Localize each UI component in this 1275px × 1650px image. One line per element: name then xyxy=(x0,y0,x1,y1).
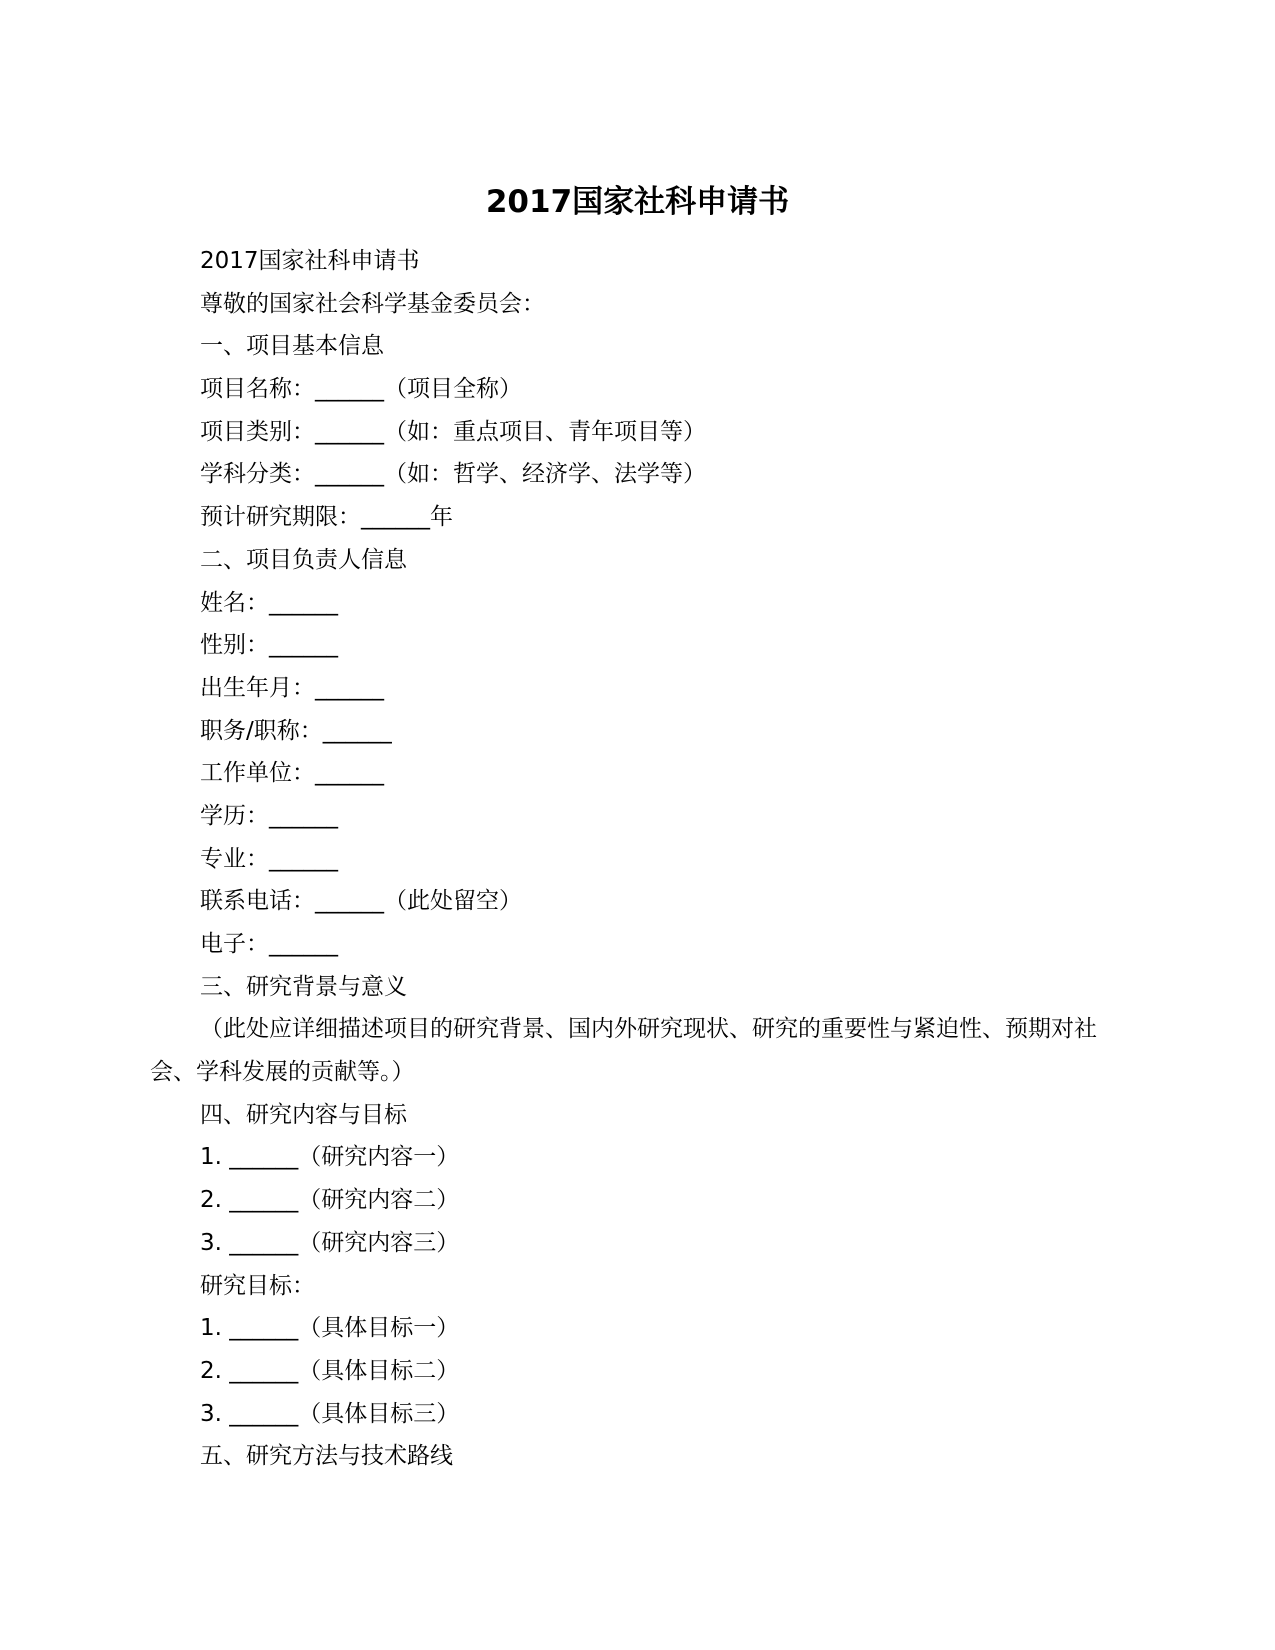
background-paragraph: （此处应详细描述项目的研究背景、国内外研究现状、研究的重要性与紧迫性、预期对社会、学科发展的贡献等。） xyxy=(150,1016,1097,1086)
field-phone: 联系电话：______（此处留空） xyxy=(200,888,522,915)
section-heading-leader-info: 二、项目负责人信息 xyxy=(200,546,407,573)
document-body xyxy=(150,240,1130,1478)
research-goal-item: 1. ______（具体目标一） xyxy=(200,1315,460,1342)
field-work-unit: 工作单位：______ xyxy=(200,760,384,787)
research-goals-label: 研究目标： xyxy=(200,1272,315,1299)
research-content-item: 2. ______（研究内容二） xyxy=(200,1187,460,1214)
section-heading-basic-info: 一、项目基本信息 xyxy=(200,333,384,360)
field-project-name: 项目名称：______（项目全称） xyxy=(200,376,522,403)
research-content-item: 3. ______（研究内容三） xyxy=(200,1229,460,1256)
heading-line: 2017国家社科申请书 xyxy=(200,248,420,274)
field-name: 姓名：______ xyxy=(200,589,338,616)
section-heading-methods: 五、研究方法与技术路线 xyxy=(200,1443,453,1470)
field-email: 电子：______ xyxy=(200,931,338,957)
field-education: 学历：______ xyxy=(200,802,338,829)
field-research-period: 预计研究期限：______年 xyxy=(200,504,453,531)
document-title: 2017国家社科申请书 xyxy=(485,184,790,220)
section-heading-background: 三、研究背景与意义 xyxy=(200,973,407,1000)
research-content-item: 1. ______（研究内容一） xyxy=(200,1144,460,1171)
field-gender: 性别：______ xyxy=(200,632,338,659)
research-goal-item: 3. ______（具体目标三） xyxy=(200,1400,460,1427)
field-title: 职务/职称：______ xyxy=(200,717,392,744)
research-goal-item: 2. ______（具体目标二） xyxy=(200,1357,460,1384)
section-heading-content: 四、研究内容与目标 xyxy=(200,1101,407,1128)
field-major: 专业：______ xyxy=(200,845,338,872)
field-project-category: 项目类别：______（如：重点项目、青年项目等） xyxy=(200,418,706,445)
field-birth-date: 出生年月：______ xyxy=(200,674,384,701)
field-discipline: 学科分类：______（如：哲学、经济学、法学等） xyxy=(200,461,706,488)
salutation: 尊敬的国家社会科学基金委员会： xyxy=(200,290,545,317)
